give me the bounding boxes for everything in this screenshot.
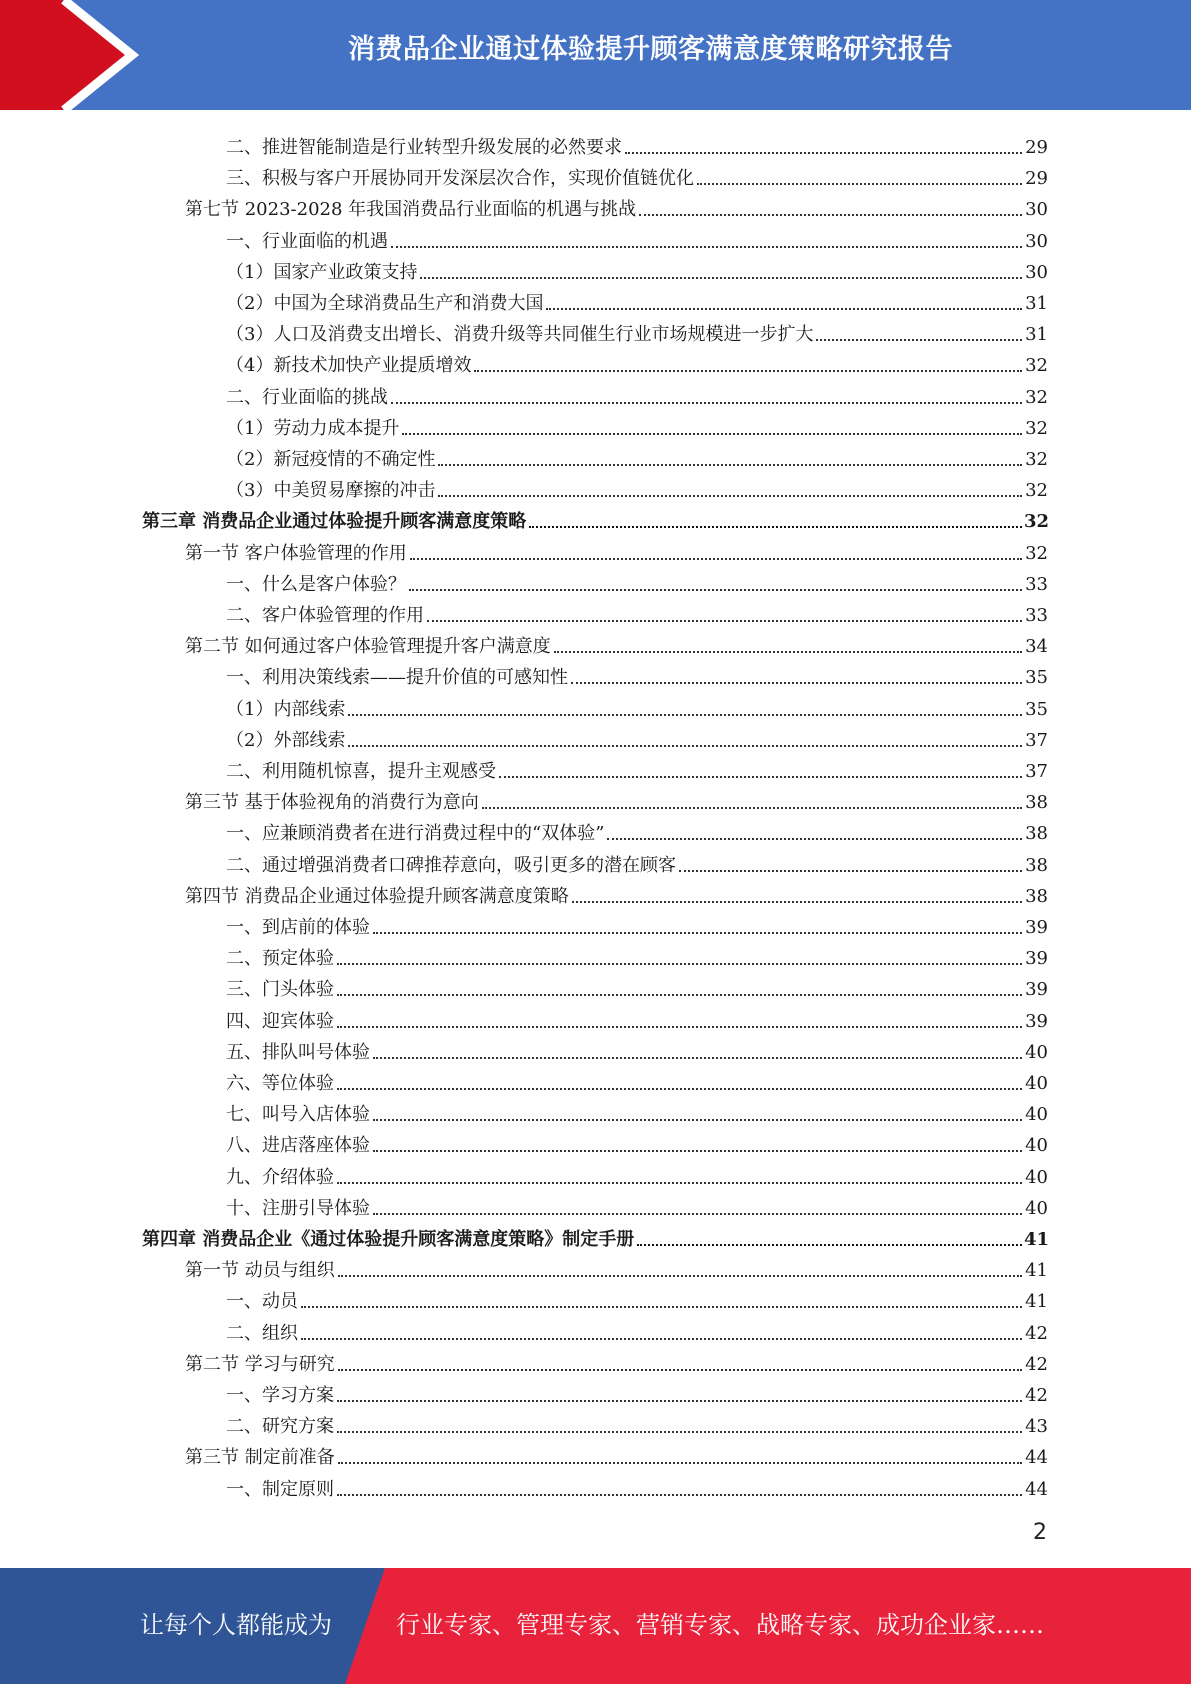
toc-entry[interactable] <box>185 1345 1048 1376</box>
toc-entry[interactable] <box>226 253 1048 284</box>
toc-entry-title: （1）国家产业政策支持 <box>226 261 418 283</box>
dot-leader <box>679 870 1022 872</box>
toc-entry-title: 一、利用决策线索——提升价值的可感知性 <box>226 667 568 689</box>
toc-entry-page: 38 <box>1025 854 1048 876</box>
dot-leader <box>391 246 1022 248</box>
toc-entry[interactable] <box>226 1282 1048 1313</box>
toc-entry-title: 二、推进智能制造是行业转型升级发展的必然要求 <box>226 137 622 158</box>
toc-entry-page: 30 <box>1025 230 1048 252</box>
toc-entry-title: 三、积极与客户开展协同开发深层次合作，实现价值链优化 <box>226 168 694 190</box>
toc-entry[interactable] <box>226 284 1048 315</box>
toc-entry[interactable] <box>142 502 1048 533</box>
toc-entry-title: 二、行业面临的挑战 <box>226 386 388 408</box>
toc-entry[interactable] <box>226 1064 1048 1095</box>
toc-entry-title: 一、应兼顾消费者在进行消费过程中的“双体验” <box>226 823 605 845</box>
toc-entry-title: 二、预定体验 <box>226 948 334 970</box>
toc-entry-title: 五、排队叫号体验 <box>226 1041 370 1063</box>
toc-entry[interactable] <box>226 1158 1048 1189</box>
toc-entry-page: 37 <box>1025 729 1048 751</box>
toc-entry-page: 43 <box>1025 1416 1048 1438</box>
header-arrow-decoration <box>0 0 160 110</box>
footer-slogan-left: 让每个人都能成为 <box>140 1611 332 1639</box>
toc-entry[interactable] <box>226 159 1048 190</box>
dot-leader <box>410 558 1022 560</box>
toc-entry[interactable] <box>226 690 1048 721</box>
toc-entry-page: 40 <box>1025 1104 1048 1126</box>
dot-leader <box>697 183 1022 185</box>
toc-entry-title: 六、等位体验 <box>226 1073 334 1094</box>
toc-entry[interactable] <box>226 970 1048 1001</box>
dot-leader <box>373 932 1022 934</box>
dot-leader <box>420 277 1022 279</box>
dot-leader <box>337 1182 1022 1184</box>
toc-entry-title: 一、动员 <box>226 1291 298 1313</box>
dot-leader <box>337 994 1022 996</box>
dot-leader <box>337 1088 1022 1090</box>
dot-leader <box>373 1057 1022 1059</box>
page-footer <box>0 1568 1191 1684</box>
dot-leader <box>474 370 1022 372</box>
dot-leader <box>348 745 1022 747</box>
dot-leader <box>639 214 1022 216</box>
toc-entry[interactable] <box>226 1095 1048 1126</box>
dot-leader <box>301 1306 1022 1308</box>
toc-entry[interactable] <box>185 1438 1048 1469</box>
toc-entry[interactable] <box>185 877 1048 908</box>
toc-entry[interactable] <box>226 1189 1048 1220</box>
toc-entry-page: 32 <box>1025 449 1048 470</box>
dot-leader <box>337 1431 1022 1433</box>
toc-entry-title: 四、迎宾体验 <box>226 1010 334 1032</box>
toc-entry-title: 一、学习方案 <box>226 1385 334 1406</box>
toc-entry[interactable] <box>226 315 1048 346</box>
toc-entry[interactable] <box>226 1033 1048 1064</box>
dot-leader <box>546 308 1022 310</box>
toc-entry-title: 一、什么是客户体验？ <box>226 573 406 595</box>
toc-entry-page: 40 <box>1025 1135 1048 1157</box>
toc-entry[interactable] <box>226 596 1048 627</box>
page-number: 2 <box>1033 1520 1047 1545</box>
toc-entry-title: 二、通过增强消费者口碑推荐意向，吸引更多的潜在顾客 <box>226 854 676 876</box>
toc-entry-title: 二、研究方案 <box>226 1416 334 1438</box>
toc-entry-title: 三、门头体验 <box>226 979 334 1001</box>
toc-entry-title: （2）新冠疫情的不确定性 <box>226 449 436 470</box>
toc-entry[interactable] <box>185 1251 1048 1282</box>
toc-entry-page: 40 <box>1025 1073 1048 1094</box>
toc-entry[interactable] <box>185 783 1048 814</box>
dot-leader <box>438 495 1022 497</box>
toc-entry-page: 29 <box>1025 137 1048 158</box>
toc-entry-title: 第三节 制定前准备 <box>185 1447 335 1469</box>
dot-leader <box>571 682 1022 684</box>
toc-entry[interactable] <box>226 939 1048 970</box>
report-title: 消费品企业通过体验提升顾客满意度策略研究报告 <box>348 34 953 65</box>
toc-entry[interactable] <box>226 752 1048 783</box>
dot-leader <box>337 1026 1022 1028</box>
toc-entry-title: （3）人口及消费支出增长、消费升级等共同催生行业市场规模进一步扩大 <box>226 324 814 346</box>
dot-leader <box>337 963 1022 965</box>
dot-leader <box>338 1369 1022 1371</box>
toc-entry-page: 39 <box>1025 979 1048 1001</box>
toc-entry-title: 一、制定原则 <box>226 1478 334 1500</box>
toc-entry-page: 31 <box>1025 324 1048 346</box>
dot-leader <box>499 776 1022 778</box>
toc-entry-page: 33 <box>1025 573 1048 595</box>
dot-leader <box>338 1275 1022 1277</box>
toc-entry-page: 32 <box>1025 355 1048 377</box>
toc-entry-title: 第二节 学习与研究 <box>185 1353 335 1375</box>
toc-entry-page: 41 <box>1025 1260 1048 1282</box>
dot-leader <box>373 1119 1022 1121</box>
toc-entry[interactable] <box>226 1002 1048 1033</box>
toc-entry-page: 42 <box>1025 1385 1048 1406</box>
toc-entry-page: 40 <box>1025 1197 1048 1219</box>
toc-entry[interactable] <box>226 814 1048 845</box>
toc-entry-page: 42 <box>1025 1322 1048 1344</box>
toc-entry-title: 第三章 消费品企业通过体验提升顾客满意度策略 <box>142 511 527 533</box>
dot-leader <box>373 1150 1022 1152</box>
toc-entry-page: 35 <box>1025 667 1048 689</box>
toc-entry-title: 八、进店落座体验 <box>226 1135 370 1157</box>
toc-entry-page: 35 <box>1025 698 1048 720</box>
toc-entry-title: 第四节 消费品企业通过体验提升顾客满意度策略 <box>185 885 569 907</box>
toc-entry-title: 十、注册引导体验 <box>226 1197 370 1219</box>
toc-entry-title: 第二节 如何通过客户体验管理提升客户满意度 <box>185 636 551 658</box>
toc-entry[interactable] <box>226 409 1048 440</box>
toc-entry[interactable] <box>226 721 1048 752</box>
dot-leader <box>572 901 1022 903</box>
toc-entry[interactable] <box>226 1470 1048 1501</box>
toc-entry-title: 第七节 2023-2028 年我国消费品行业面临的机遇与挑战 <box>185 199 637 221</box>
toc-entry-title: 一、到店前的体验 <box>226 917 370 938</box>
toc-entry[interactable] <box>226 1126 1048 1157</box>
toc-entry[interactable] <box>226 846 1048 877</box>
dot-leader <box>427 620 1022 622</box>
toc-entry-page: 40 <box>1025 1041 1048 1063</box>
toc-entry[interactable] <box>226 658 1048 689</box>
toc-entry-title: （1）内部线索 <box>226 698 346 720</box>
dot-leader <box>373 1213 1022 1215</box>
toc-entry-title: 一、行业面临的机遇 <box>226 230 388 252</box>
toc-entry-title: 第一节 客户体验管理的作用 <box>185 542 407 564</box>
toc-entry-page: 30 <box>1025 261 1048 283</box>
footer-slogan-right: 行业专家、管理专家、营销专家、战略专家、成功企业家…… <box>396 1611 1044 1639</box>
toc-entry-page: 32 <box>1025 386 1048 408</box>
toc-entry-page: 30 <box>1025 199 1048 221</box>
dot-leader <box>637 1244 1022 1246</box>
toc-entry-title: （4）新技术加快产业提质增效 <box>226 355 472 377</box>
toc-entry-page: 37 <box>1025 761 1048 782</box>
toc-entry-page: 32 <box>1025 542 1048 564</box>
toc-entry[interactable] <box>226 1407 1048 1438</box>
toc-entry-title: 第一节 动员与组织 <box>185 1260 335 1282</box>
dot-leader <box>337 1400 1022 1402</box>
page-header <box>0 0 1191 110</box>
toc-entry[interactable] <box>185 627 1048 658</box>
toc-entry[interactable] <box>226 908 1048 939</box>
toc-entry-page: 39 <box>1025 948 1048 970</box>
toc-entry-title: 二、组织 <box>226 1322 298 1344</box>
toc-entry[interactable] <box>226 471 1048 502</box>
dot-leader <box>529 526 1022 528</box>
toc-entry-page: 44 <box>1025 1478 1048 1500</box>
toc-entry-title: （2）外部线索 <box>226 729 346 751</box>
toc-entry-page: 31 <box>1025 293 1048 314</box>
toc-entry-page: 41 <box>1025 1291 1048 1313</box>
toc-entry-page: 29 <box>1025 168 1048 190</box>
toc-entry-page: 32 <box>1025 417 1048 439</box>
toc-entry[interactable] <box>226 565 1048 596</box>
dot-leader <box>409 589 1022 591</box>
toc-entry[interactable] <box>142 1220 1048 1251</box>
toc-entry[interactable] <box>226 222 1048 253</box>
toc-entry-title: 二、利用随机惊喜，提升主观感受 <box>226 761 496 782</box>
toc-entry-title: （1）劳动力成本提升 <box>226 417 400 439</box>
toc-entry-page: 38 <box>1025 823 1048 845</box>
dot-leader <box>625 152 1022 154</box>
dot-leader <box>438 464 1022 466</box>
toc-entry[interactable] <box>185 534 1048 565</box>
toc-entry[interactable] <box>185 190 1048 221</box>
toc-entry-page: 34 <box>1025 636 1048 658</box>
toc-entry[interactable] <box>226 1376 1048 1407</box>
toc-entry-page: 40 <box>1025 1166 1048 1188</box>
toc-entry-page: 39 <box>1025 917 1048 938</box>
toc-entry-title: 二、客户体验管理的作用 <box>226 605 424 626</box>
toc-entry-title: （3）中美贸易摩擦的冲击 <box>226 480 436 502</box>
dot-leader <box>337 1494 1022 1496</box>
toc-entry-page: 44 <box>1025 1447 1048 1469</box>
toc-entry-title: 九、介绍体验 <box>226 1166 334 1188</box>
dot-leader <box>391 402 1022 404</box>
toc-entry-page: 39 <box>1025 1010 1048 1032</box>
toc-entry-title: （2）中国为全球消费品生产和消费大国 <box>226 293 544 314</box>
toc-entry[interactable] <box>226 440 1048 471</box>
dot-leader <box>348 714 1022 716</box>
toc-entry[interactable] <box>226 1314 1048 1345</box>
toc-entry[interactable] <box>226 346 1048 377</box>
dot-leader <box>482 807 1022 809</box>
dot-leader <box>338 1462 1022 1464</box>
dot-leader <box>402 433 1022 435</box>
toc-entry[interactable] <box>226 378 1048 409</box>
toc-entry-title: 第三节 基于体验视角的消费行为意向 <box>185 792 479 814</box>
dot-leader <box>816 339 1022 341</box>
toc-entry-title: 七、叫号入店体验 <box>226 1104 370 1126</box>
dot-leader <box>554 651 1022 653</box>
toc-entry[interactable] <box>226 128 1048 159</box>
dot-leader <box>301 1338 1022 1340</box>
toc-entry-page: 42 <box>1025 1353 1048 1375</box>
toc-entry-page: 38 <box>1025 885 1048 907</box>
toc-entry-title: 第四章 消费品企业《通过体验提升顾客满意度策略》制定手册 <box>142 1229 635 1250</box>
dot-leader <box>607 838 1022 840</box>
toc-entry-page: 41 <box>1024 1229 1050 1250</box>
toc-entry-page: 32 <box>1025 480 1048 502</box>
toc-entry-page: 38 <box>1025 792 1048 814</box>
toc-entry-page: 33 <box>1025 605 1048 626</box>
toc-entry-page: 32 <box>1024 511 1050 533</box>
